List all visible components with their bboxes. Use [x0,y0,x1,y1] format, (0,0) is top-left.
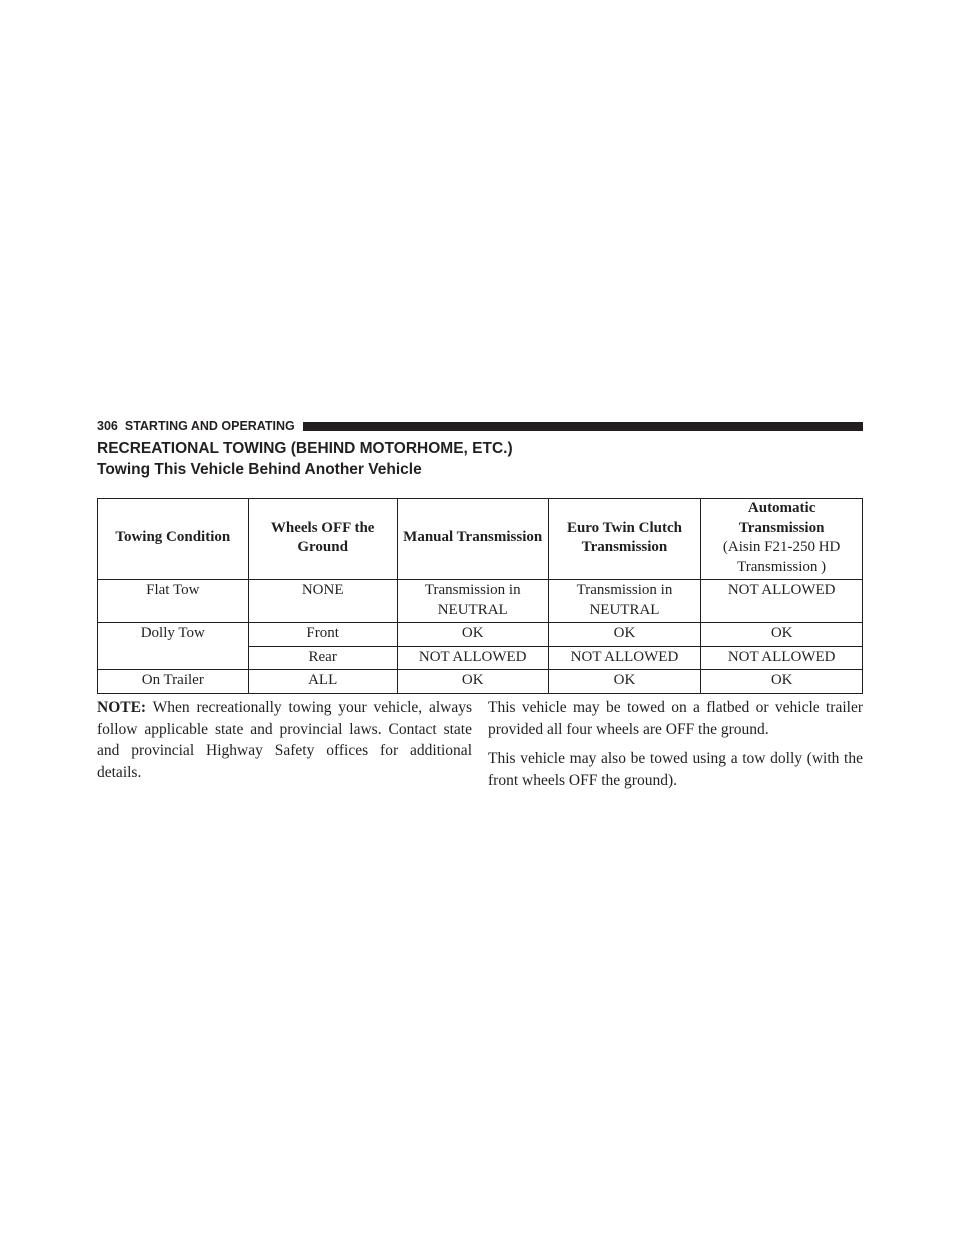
header-automatic [701,499,863,580]
page-header [97,420,863,433]
table-row-on-trailer [98,670,863,694]
cell-manual: OK [397,670,548,694]
cell-euro: OK [548,623,701,647]
cell-manual: NOT ALLOWED [397,646,548,670]
page-title: RECREATIONAL TOWING (BEHIND MOTORHOME, ETC.) [97,440,513,457]
cell-manual: Transmission in NEUTRAL [397,580,548,623]
right-column [488,697,863,800]
page-subtitle: Towing This Vehicle Behind Another Vehicle [97,461,422,478]
header-euro-twin-clutch: Euro Twin Clutch Transmission [548,499,701,580]
towing-table [97,498,863,694]
cell-condition: Dolly Tow [98,623,249,670]
cell-automatic: OK [701,670,863,694]
cell-euro: Transmission in NEUTRAL [548,580,701,623]
cell-wheels: NONE [248,580,397,623]
cell-manual: OK [397,623,548,647]
table-header-row [98,499,863,580]
note-paragraph [97,697,472,784]
cell-automatic: NOT ALLOWED [701,580,863,623]
cell-condition: On Trailer [98,670,249,694]
cell-euro: OK [548,670,701,694]
header-manual: Manual Transmission [397,499,548,580]
cell-wheels: Rear [248,646,397,670]
table-row-dolly-front [98,623,863,647]
cell-euro: NOT ALLOWED [548,646,701,670]
note-text: When recreationally towing your vehicle, always follow applicable state and provincial laws. Contact state and provincial Highway Safety offices for additional details. [97,699,472,782]
table-row-flat-tow [98,580,863,623]
paragraph-tow-dolly: This vehicle may also be towed using a tow dolly (with the front wheels OFF the ground). [488,750,863,790]
header-towing-condition: Towing Condition [98,499,249,580]
header-wheels-off: Wheels OFF the Ground [248,499,397,580]
cell-automatic: NOT ALLOWED [701,646,863,670]
paragraph-flatbed: This vehicle may be towed on a flatbed or vehicle trailer provided all four wheels are OFF the ground. [488,699,863,738]
header-automatic-label: Automatic Transmission [738,500,825,536]
cell-wheels: Front [248,623,397,647]
header-rule [303,422,863,431]
cell-wheels: ALL [248,670,397,694]
note-label: NOTE: [97,699,147,716]
section-name: STARTING AND OPERATING [124,419,295,433]
cell-condition: Flat Tow [98,580,249,623]
cell-automatic: OK [701,623,863,647]
page-number: 306 [97,419,118,433]
header-automatic-note: (Aisin F21-250 HD Transmission ) [722,539,841,575]
